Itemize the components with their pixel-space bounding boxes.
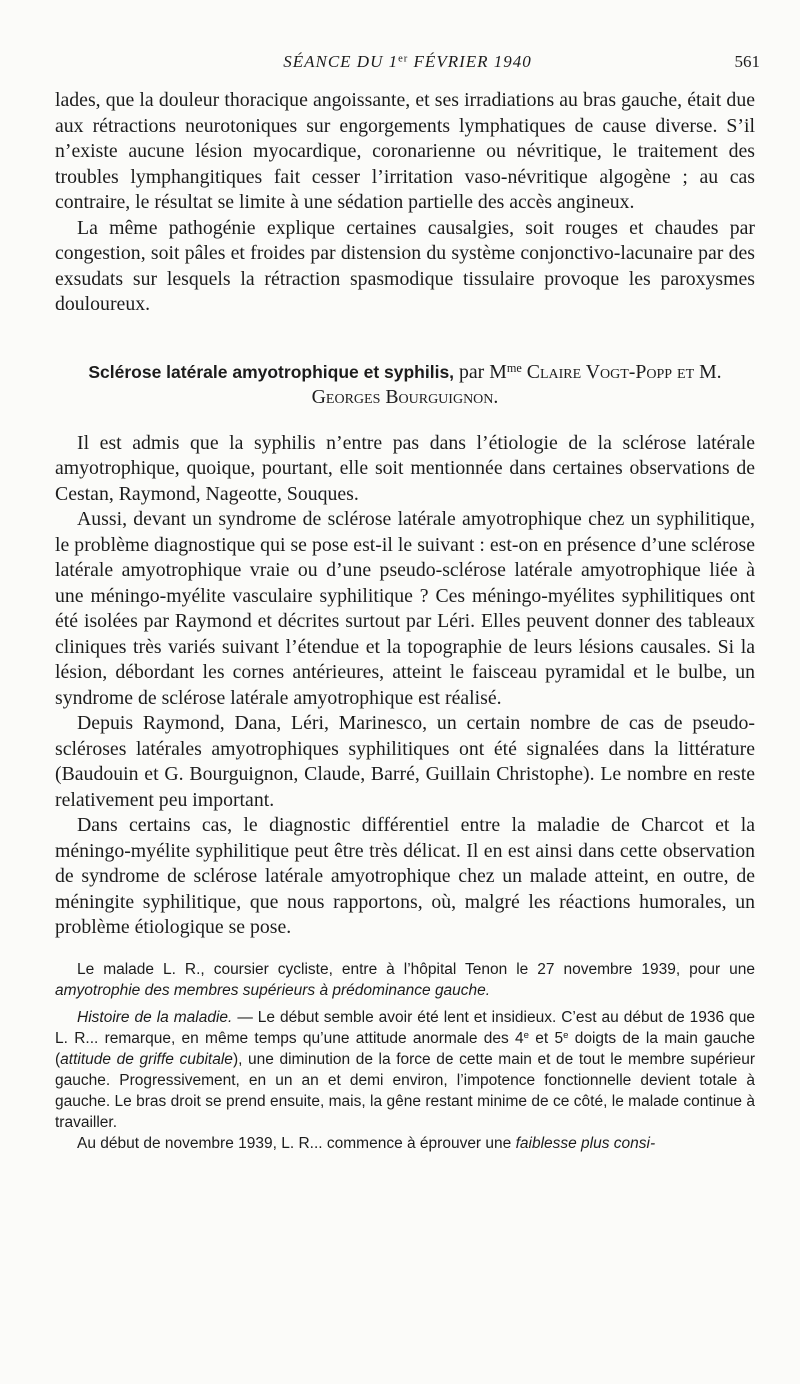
heading-par: par M [454,360,507,383]
heading-authors: Claire Vogt-Popp et M. Georges Bourguignon. [311,360,722,408]
paragraph-3: Il est admis que la syphilis n’entre pas dans l’étiologie de la sclérose latérale amyotrophique, quoique, pourtant, elle soit mentionnée dans certaines observations de Cestan, Raymond, Nageotte, Souques. [55,431,755,505]
section-title: Sclérose latérale amyotrophique et syphilis, [88,361,455,382]
paragraph-2: La même pathogénie explique certaines causalgies, soit rouges et chaudes par congestion, soit pâles et froides par distension du système conjonctivo-lacunaire par des exsudats sur lesquels la rétraction spasmodique tissulaire provoque les paroxysmes douloureux. [55,216,755,315]
paragraph-4: Aussi, devant un syndrome de sclérose latérale amyotrophique chez un syphilitique, le problème diagnostique qui se pose est-il le suivant : est-on en présence d’une sclérose latérale amyotrophique vraie ou d’une pseudo-sclérose latérale amyotrophique liée à une méningo-myélite vasculaire syphilitique ? Ces méningo-myélites syphilitiques ont été isolées par Raymond et décrites surtout par Léri. Elles peuvent donner des tableaux cliniques très variés suivant l’étendue et la topographie de leurs lésions causales. Si la lésion, débordant les cornes antérieures, atteint le faisceau pyramidal et le bulbe, un syndrome de sclérose latérale amyotrophique est réalisé. [55,508,755,709]
page-number: 561 [734,52,760,71]
running-title: SÉANCE DU 1er FÉVRIER 1940 [283,52,532,71]
paragraph-1: lades, que la douleur thoracique angoissante, et ses irradiations au bras gauche, était due aux rétractions neurotoniques sur engorgements lymphatiques de cause diverse. S’il n’existe aucune lésion myocardique, coronarienne ou névritique, le traitement des troubles lymphangitiques fait cesser l’irritation vaso-névritique algogène ; au cas contraire, le résultat se limite à une sédation partielle des accès angineux. [55,89,755,213]
paragraph-5: Depuis Raymond, Dana, Léri, Marinesco, un certain nombre de cas de pseudo-scléroses latérales amyotrophiques syphilitiques ont été signalées dans la littérature (Baudouin et G. Bourguignon, Claude, Barré, Guillain Christophe). Le nombre en reste relativement peu important. [55,712,755,811]
observation-continuation: Au début de novembre 1939, L. R... commence à éprouver une faiblesse plus consi- [77,1134,656,1152]
observation-history: Histoire de la maladie. — Le début semble avoir été lent et insidieux. C’est au début de 1936 que L. R... remarque, en même temps qu’une attitude anormale des 4e et 5e doigts de la main gauche (attitude de griffe cubitale), une diminution de la force de cette main et de tout le membre supérieur gauche. Progressivement, en un an et demi environ, l’impotence fonctionnelle devient totale à gauche. Le bras droit se prend ensuite, mais, la gêne restant minime de ce côté, le malade continue à travailler. [55,1008,756,1131]
observation-intro: Le malade L. R., coursier cycliste, entre à l’hôpital Tenon le 27 novembre 1939, pour une amyotrophie des membres supérieurs à prédominance gauche. [55,960,755,999]
article-body [55,88,755,1154]
section-heading: Sclérose latérale amyotrophique et syphilis, par $M^{me}$ Claire Vogt-Popp et M. Georges Bourguignon. [88,360,722,408]
running-header [55,52,760,76]
paragraph-6: Dans certains cas, le diagnostic différentiel entre la maladie de Charcot et la méningo-myélite syphilitique peut être très délicat. Il en est ainsi dans cette observation de syndrome de sclérose latérale amyotrophique chez un malade atteint, en outre, de méningite syphilitique, que nous rapportons, où, malgré les réactions humorales, un problème étiologique se pose. [55,814,755,938]
